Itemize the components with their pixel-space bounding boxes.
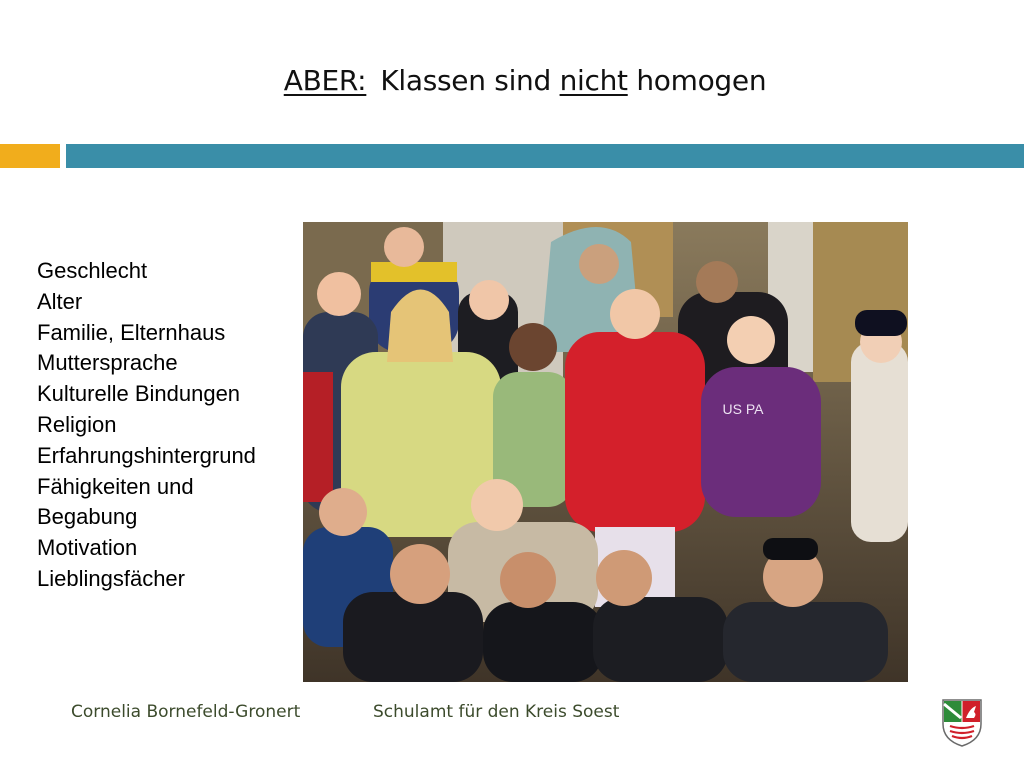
list-item: Erfahrungshintergrund (37, 442, 256, 468)
accent-bar-orange (0, 144, 60, 168)
jacket-print: US PA (722, 401, 764, 417)
list-item: Motivation (37, 535, 138, 561)
title-emphasis: nicht (559, 64, 628, 97)
footer-office: Schulamt für den Kreis Soest (373, 702, 620, 722)
list-item: Fähigkeiten und (37, 473, 194, 499)
list-item: Religion (37, 411, 117, 437)
accent-bar-teal (66, 144, 1024, 168)
title-suffix: homogen (627, 64, 767, 97)
footer-author: Cornelia Bornefeld-Gronert (71, 702, 301, 722)
title-text: Klassen sind (380, 64, 560, 97)
list-item: Lieblingsfächer (37, 565, 185, 591)
list-item: Kulturelle Bindungen (37, 381, 241, 407)
list-item: Muttersprache (37, 350, 178, 376)
slide-title (0, 64, 1024, 97)
list-item: Geschlecht (37, 258, 148, 283)
list-item: Familie, Elternhaus (37, 319, 226, 345)
nrw-coat-of-arms-icon (940, 698, 984, 748)
heterogeneity-factor-list (37, 256, 256, 595)
class-group-photo-illustration (303, 222, 908, 682)
list-item: Begabung (37, 504, 138, 530)
list-item: Alter (37, 288, 83, 314)
title-prefix: ABER: (283, 64, 367, 97)
class-group-photo (303, 222, 908, 682)
